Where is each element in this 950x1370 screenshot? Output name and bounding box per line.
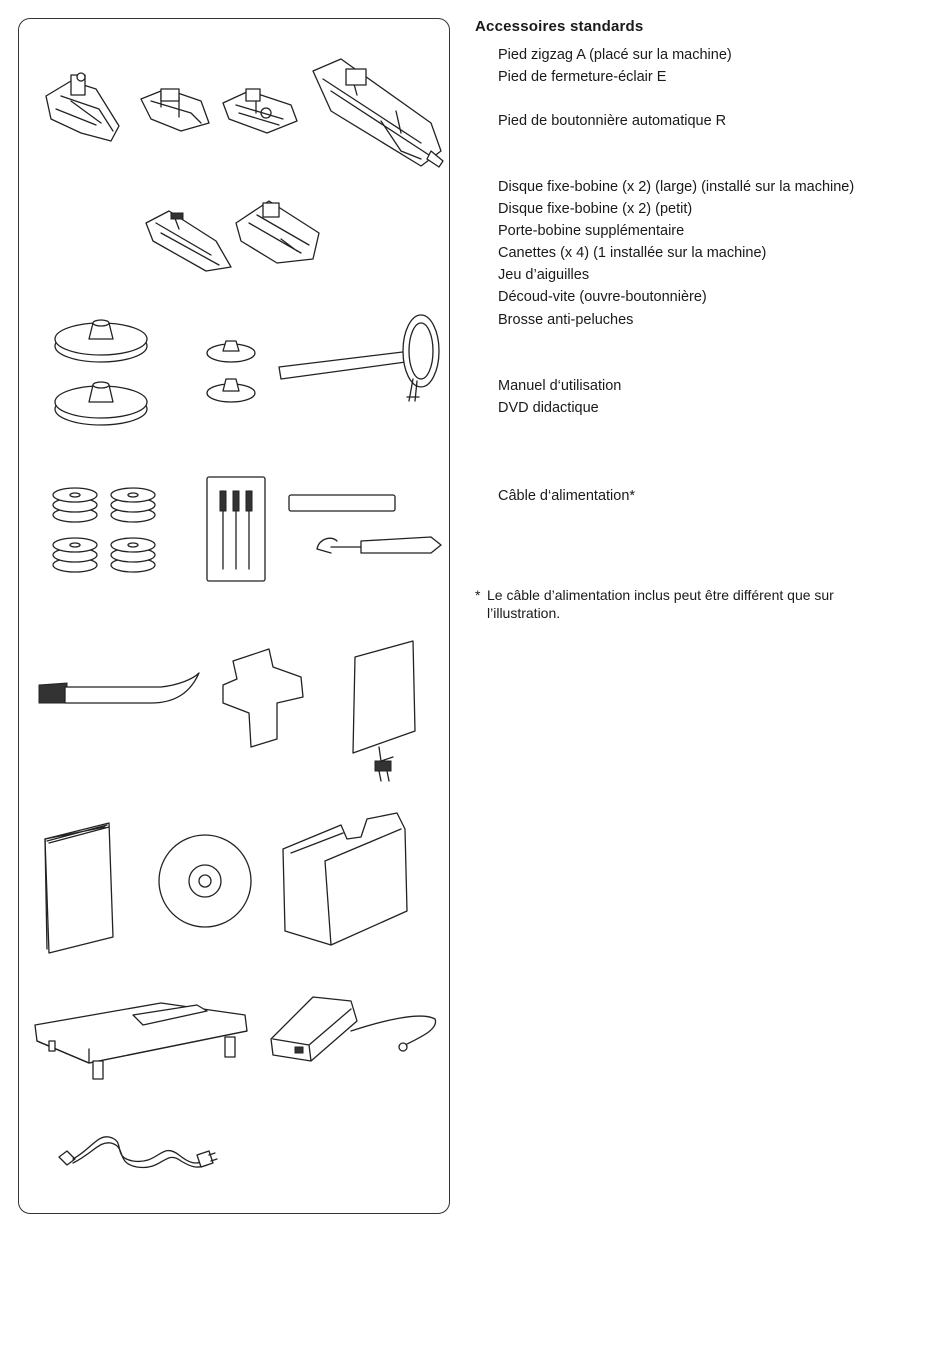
footnote-text: Le câble d’alimentation inclus peut être différent que sur l’illustration. bbox=[487, 587, 834, 621]
seam-ripper-icon bbox=[317, 537, 441, 553]
foot-control-icon bbox=[271, 997, 436, 1061]
list-item: Pied de boutonnière automatique R bbox=[498, 113, 727, 129]
list-item: Découd-vite (ouvre-boutonnière) bbox=[498, 289, 707, 305]
spool-pin-icon bbox=[279, 315, 439, 401]
large-spool-holder-icon bbox=[55, 320, 147, 425]
list-item: DVD didactique bbox=[498, 400, 599, 416]
list-item: Disque fixe-bobine (x 2) (petit) bbox=[498, 201, 693, 217]
cross-screwdriver-icon bbox=[223, 649, 303, 747]
manual-icon bbox=[45, 823, 113, 953]
hard-cover-icon bbox=[283, 813, 407, 945]
accessories-heading: Accessoires standards bbox=[475, 18, 644, 35]
list-item: Canettes (x 4) (1 installée sur la machine) bbox=[498, 245, 767, 261]
list-item: Disque fixe-bobine (x 2) (large) (installé sur la machine) bbox=[498, 179, 855, 195]
zigzag-foot-icon bbox=[46, 73, 119, 141]
list-item: Porte-bobine supplémentaire bbox=[498, 223, 685, 239]
lint-brush-icon bbox=[39, 673, 199, 703]
footnote bbox=[475, 586, 895, 622]
screwdriver-icon bbox=[289, 495, 395, 511]
list-item: Manuel d‘utilisation bbox=[498, 378, 622, 394]
accessories-illustration bbox=[19, 19, 451, 1215]
list-item: Pied de fermeture-éclair E bbox=[498, 69, 667, 85]
needles-icon bbox=[207, 477, 265, 581]
bobbins-icon bbox=[53, 488, 155, 572]
extension-table-icon bbox=[35, 1003, 247, 1079]
accessories-illustration-panel bbox=[18, 18, 450, 1214]
dvd-icon bbox=[159, 835, 251, 927]
zipper-foot-icon bbox=[141, 89, 209, 131]
footnote-marker: * bbox=[475, 587, 481, 603]
list-item: Jeu d’aiguilles bbox=[498, 267, 590, 283]
list-item: Brosse anti-peluches bbox=[498, 312, 634, 328]
straight-stitch-plate-icon bbox=[353, 641, 415, 781]
buttonhole-foot-icon bbox=[313, 59, 443, 167]
list-item: Pied zigzag A (placé sur la machine) bbox=[498, 47, 732, 63]
power-cord-icon bbox=[59, 1137, 217, 1168]
satin-foot-icon bbox=[223, 89, 297, 133]
overedge-foot-icon bbox=[146, 211, 231, 271]
blind-hem-foot-icon bbox=[236, 201, 319, 263]
small-spool-holder-icon bbox=[207, 341, 255, 402]
list-item: Câble d‘alimentation* bbox=[498, 488, 636, 504]
